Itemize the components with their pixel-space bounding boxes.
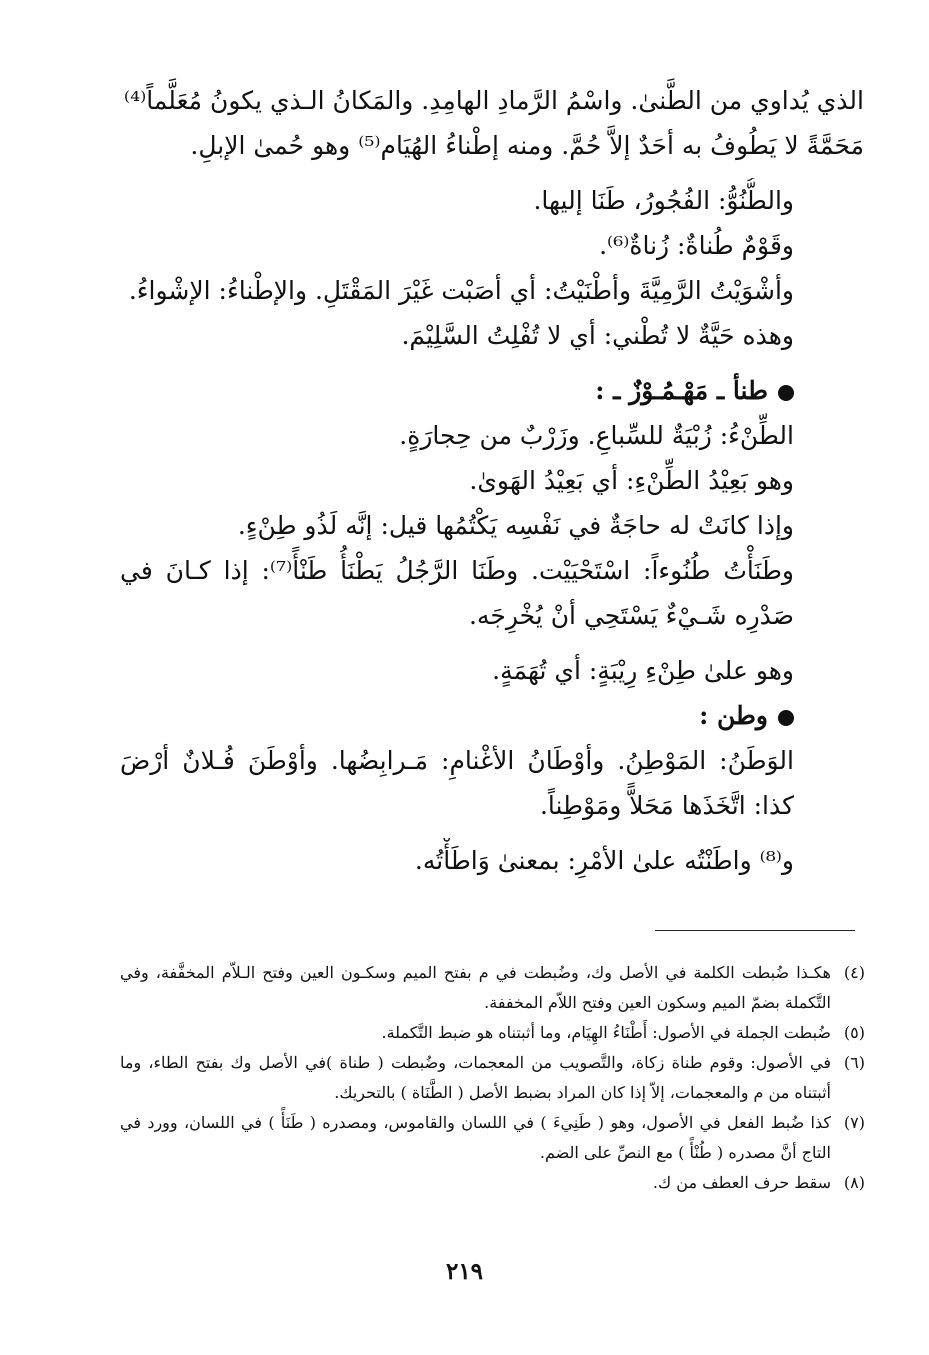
entry-line: وهذه حَيَّةٌ لا تُطْني: أي لا تُفْلِتُ السَّلِيْمَ. [401, 321, 794, 350]
section-heading [120, 368, 864, 413]
entry-line: وأشْوَيْتُ الرَّمِيَّةَ وأطْنَيْتُ: أي أصَبْت غَيْرَ المَقْتَلِ. والإطْناءُ: الإشْواءُ. [128, 276, 794, 305]
footnote-number: (٤) [843, 963, 865, 982]
footnote [120, 1108, 865, 1168]
footnote-text: كذا ضُبط الفعل في الأصول، وهو ( طَنِيءَ ) في اللسان والقاموس، ومصدره ( طَنَأً ) في اللسان، وورد في التاج أنَّ مصدره ( طُنْأً ) مع النصِّ على الضم. [120, 1113, 831, 1162]
footnote-text: هكـذا ضُبطت الكلمة في الأصل وك، وضُبطت في م بفتح الميم وسكـون العين وفتح الـلاّم المخفَّفة، وفي التَّكملة بضمّ الميم وسكون العين وفتح اللاّم المخففة. [120, 963, 831, 1012]
bullet-icon [778, 385, 794, 401]
entry-line: والطُّنُوُّ: الفُجُورُ، طَنَا إليها. [533, 186, 794, 215]
page-number: ٢١٩ [445, 1258, 484, 1285]
entry-line: وهو بَعِيْدُ الطِّنْءِ: أي بَعِيْدُ الهَوىٰ. [469, 466, 794, 495]
footnote-number: (٨) [843, 1173, 865, 1192]
footnote [120, 1018, 865, 1048]
entry-line: و⁽⁸⁾ واطَنْتُه علىٰ الأمْرِ: بمعنىٰ وَاطَأْتُه. [414, 846, 794, 875]
footnote [120, 1048, 865, 1108]
footnote-text: سقط حرف العطف من ك. [652, 1173, 831, 1192]
entry-line: وهو علىٰ طِنْءِ رِيْبَةٍ: أي تُهَمَةٍ. [492, 656, 794, 685]
entry-line: وقَوْمٌ طُناةٌ: زُناةٌ⁽⁶⁾. [599, 231, 794, 260]
footnote [120, 1168, 865, 1198]
footnotes [120, 958, 865, 1198]
footnote-text: ضُبطت الجملة في الأصول: أَطْنَاءُ الهِيَام، وما أثبتناه هو ضبط التَّكملة. [381, 1023, 831, 1042]
footnote-number: (٧) [843, 1113, 865, 1132]
paragraph: الوَطَنُ: المَوْطِنُ. وأوْطَانُ الأغْنامِ: مَـرابِضُها. وأوْطَنَ فُـلانٌ أرْضَ كذا: اتَّخَذَها مَحَلاًّ ومَوْطِناً. [120, 746, 794, 820]
main-text [120, 78, 864, 883]
footnote-divider [655, 930, 855, 931]
footnote-text: في الأصول: وقوم طناة زكاة، والتَّصويب من المعجمات، وضُبطت ( طناة )في الأصل وك بفتح الطاء، وما أثبتناه من م والمعجمات، إلاّ إذا كان المراد بضبط الأصل ( الطَّنَاة ) بالتحريك. [120, 1053, 831, 1102]
paragraph: وطَنَأْتُ طُنُوءاً: اسْتَحْيَيْت. وطَنَا الرَّجُلُ يَطْنَأُ طَنْأً⁽⁷⁾: إذا كـانَ في صَدْرِه شَـيْءٌ يَسْتَحِي أنْ يُخْرِجَه. [120, 556, 795, 630]
entry-line: الطِّنْءُ: زُبْيَةٌ للسِّباعِ. وزَرْبٌ من حِجارَةٍ. [399, 421, 794, 450]
footnote [120, 958, 865, 1018]
section-heading-text: طنأ ـ مَهْـمُـوْزٌ ـ : [595, 376, 768, 405]
text-line: مَحَمَّةً لا يَطُوفُ به أحَدٌ إلاَّ حُمَّ. ومنه إطْناءُ الهُيَام⁽⁵⁾ وهو حُمىٰ الإبلِ. [190, 131, 864, 160]
bullet-icon [778, 710, 794, 726]
footnote-number: (٥) [843, 1023, 865, 1042]
section-heading-text: وطن : [699, 701, 768, 730]
section-heading [120, 693, 864, 738]
text-line: الذي يُداوي من الطَّنىٰ. واسْمُ الرَّمادِ الهامِدِ. والمَكانُ الـذي يكونُ مُعَلَّماً⁽⁴⁾ [123, 86, 864, 115]
footnote-number: (٦) [843, 1053, 865, 1072]
entry-line: وإذا كانَتْ له حاجَةٌ في نَفْسِه يَكْتُمُها قيل: إنَّه لَذُو طِنْءٍ. [237, 511, 794, 540]
